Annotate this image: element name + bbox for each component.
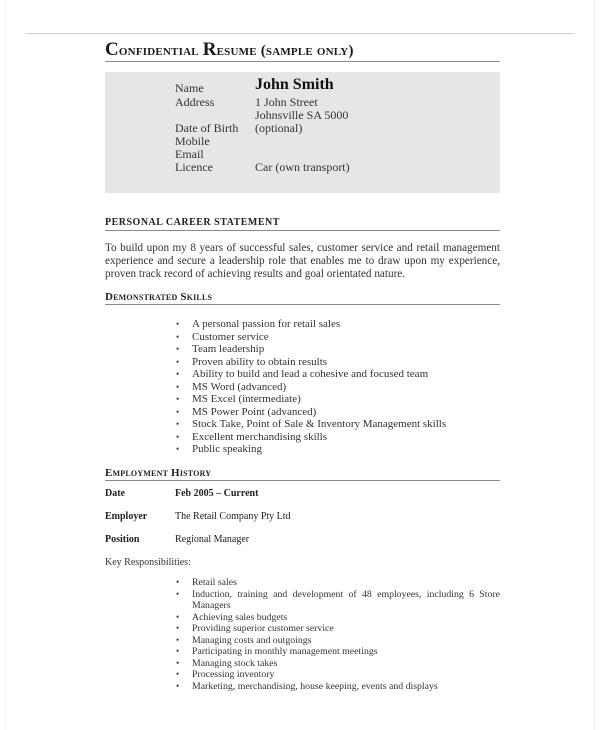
contact-label: Date of Birth [175,121,239,135]
employment-rule [105,480,500,481]
bullet-icon: • [176,577,180,587]
skill-item [105,406,500,419]
contact-label: Email [175,147,204,161]
skill-item [105,381,500,394]
bullet-icon: • [176,406,180,417]
bullet-icon: • [176,623,180,633]
bullet-icon: • [176,331,180,342]
contact-label: Address [175,95,215,109]
career-statement-text: To build upon my 8 years of successful sales, customer service and retail management experience and secure a leadership role that enables me to draw upon my experience, proven track record of achieving results and goal orientated nature. [105,242,500,280]
bullet-icon: • [176,657,180,668]
page-right-edge [594,0,595,730]
skill-item [105,356,500,369]
responsibility-text: Providing superior customer service [192,623,334,634]
bullet-icon: • [176,369,180,379]
skill-text: Excellent merchandising skills [192,430,328,443]
bullet-icon: • [176,588,180,599]
skill-item [105,418,500,431]
responsibility-item [105,669,500,681]
responsibility-text: Retail sales [192,577,237,588]
page-left-edge [5,0,6,730]
skill-text: Customer service [192,330,269,343]
contact-value: 1 John Street [255,95,318,109]
responsibility-text: Marketing, merchandising, house keeping, events and displays [192,680,438,692]
skill-text: Stock Take, Point of Sale & Inventory Management skills [192,418,447,430]
responsibility-item [105,612,500,624]
responsibility-item [105,646,500,658]
career-statement-heading: PERSONAL CAREER STATEMENT [105,217,280,228]
skill-text: A personal passion for retail sales [192,318,341,330]
title-word-resume: esume (sample only) [216,43,354,59]
responsibility-text: Managing costs and outgoings [192,634,312,646]
responsibility-text: Achieving sales budgets [192,611,288,623]
bullet-icon: • [176,394,180,404]
employment-date-value: Feb 2005 – Current [175,488,259,499]
bullet-icon: • [176,431,180,442]
skill-item [105,443,500,456]
skill-item [105,431,500,444]
responsibility-text: Participating in monthly management meetings [192,646,378,657]
bullet-icon: • [176,319,180,329]
skill-item [105,331,500,344]
employment-position-value: Regional Manager [175,534,250,545]
skill-item [105,368,500,381]
contact-label: Mobile [175,134,210,148]
skill-item [105,343,500,356]
bullet-icon: • [176,344,180,354]
title-initial-c: C [105,39,119,60]
bullet-icon: • [176,419,180,429]
bullet-icon: • [176,444,180,454]
bullet-icon: • [176,680,180,691]
skill-item [105,318,500,331]
title-word-confidential: onfidential [118,43,203,59]
bullet-icon: • [176,634,180,645]
career-statement-rule [105,230,500,231]
contact-name-value: John Smith [255,76,334,93]
employment-employer-value: The Retail Company Pty Ltd [175,511,291,522]
skills-heading: Demonstrated Skills [105,291,213,303]
employment-date-label: Date [105,488,125,499]
skill-text: Public speaking [192,443,262,455]
bullet-icon: • [176,646,180,656]
skill-text: MS Power Point (advanced) [192,405,317,418]
contact-label: Name [175,81,204,95]
title-underline [105,61,500,62]
responsibility-text: Induction, training and development of 48 employees, including 6 Store Managers [192,588,500,611]
contact-label: Licence [175,160,213,174]
employment-employer-label: Employer [105,511,148,522]
responsibility-item [105,577,500,589]
skill-item [105,393,500,406]
contact-info-box [105,72,500,193]
responsibility-item [105,635,500,647]
page-top-rule [25,33,575,34]
responsibility-item [105,681,500,693]
contact-value: Johnsville SA 5000 [255,108,349,122]
skill-text: MS Excel (intermediate) [192,393,301,405]
responsibility-text: Processing inventory [192,669,275,680]
responsibilities-list [105,577,500,692]
contact-value: Car (own transport) [255,160,350,174]
employment-heading: Employment History [105,467,212,479]
responsibility-item [105,658,500,670]
bullet-icon: • [176,669,180,679]
bullet-icon: • [176,611,180,622]
bullet-icon: • [176,356,180,367]
skill-text: MS Word (advanced) [192,380,287,393]
responsibility-item [105,623,500,635]
contact-value: (optional) [255,121,303,135]
skill-text: Proven ability to obtain results [192,355,328,368]
skill-text: Team leadership [192,343,265,355]
title-initial-r: R [202,39,217,60]
key-responsibilities-label: Key Responsibilities: [105,557,191,568]
skill-text: Ability to build and lead a cohesive and focused team [192,368,429,380]
bullet-icon: • [176,381,180,392]
skills-list [105,318,500,456]
responsibility-text: Managing stock takes [192,657,278,669]
skills-rule [105,304,500,305]
document-title [105,41,500,60]
employment-position-label: Position [105,534,140,545]
responsibility-item [105,589,500,612]
